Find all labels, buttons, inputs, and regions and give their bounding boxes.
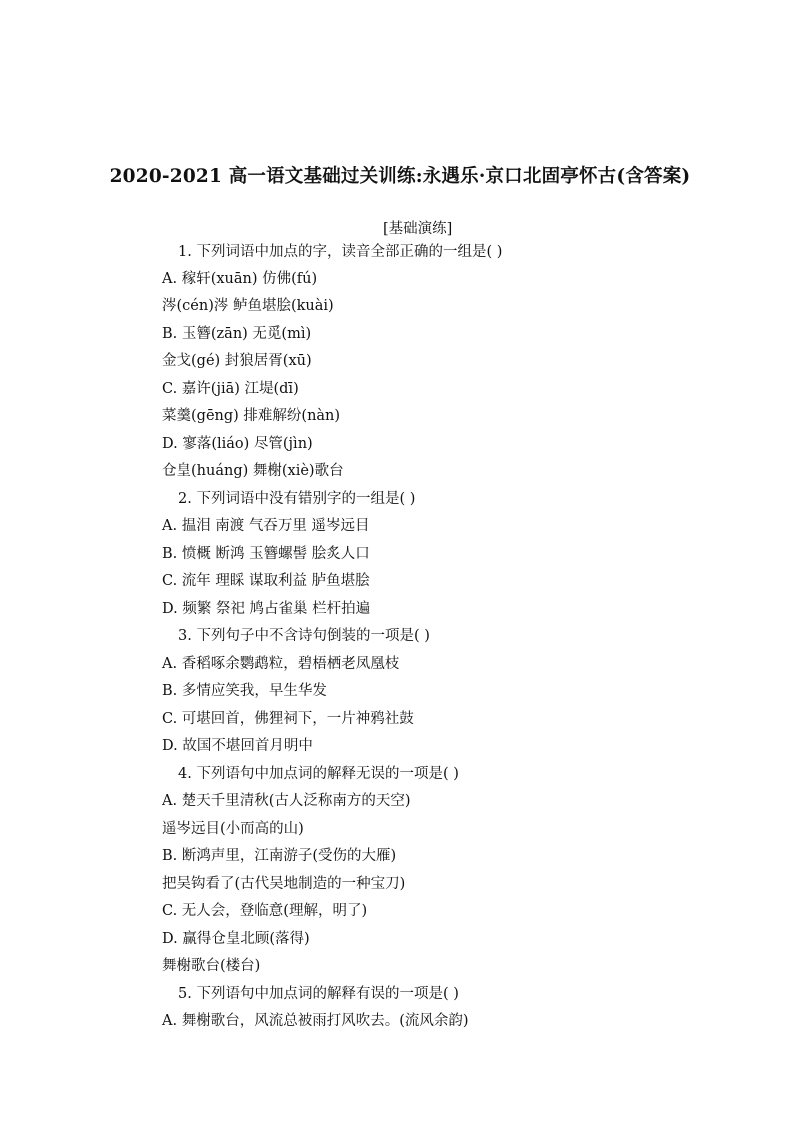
option-a: A. 舞榭歌台，风流总被雨打风吹去。(流风余韵) (162, 1013, 469, 1029)
option-d: D. 频繁 祭祀 鸠占雀巢 栏杆拍遍 (162, 601, 371, 617)
question-2-stem: 2. 下列词语中没有错别字的一组是( ) (178, 491, 416, 507)
question-1-stem: 1. 下列词语中加点的字，读音全部正确的一组是( ) (178, 244, 503, 260)
option-b: B. 玉簪(zān) 无觅(mì) (162, 326, 312, 342)
option-d: D. 寥落(liáo) 尽管(jìn) (162, 436, 313, 452)
option-c: C. 嘉许(jiā) 江堤(dī) (162, 381, 299, 397)
option-line: 仓皇(huáng) 舞榭(xiè)歌台 (162, 463, 344, 479)
question-5-stem: 5. 下列语句中加点词的解释有误的一项是( ) (178, 986, 459, 1002)
option-line: 金戈(gé) 封狼居胥(xū) (162, 353, 312, 369)
document-title: 2020-2021 高一语文基础过关训练:永遇乐·京口北固亭怀古(含答案) (109, 166, 691, 187)
option-a: A. 揾泪 南渡 气吞万里 遥岑远目 (162, 518, 370, 534)
option-line: 舞榭歌台(楼台) (162, 958, 261, 974)
option-line: 菜羹(gēng) 排难解纷(nàn) (162, 408, 341, 424)
option-line: 把吴钩看了(古代吴地制造的一种宝刀) (162, 876, 406, 892)
question-3-stem: 3. 下列句子中不含诗句倒装的一项是( ) (178, 628, 430, 644)
option-a: A. 香稻啄余鹦鹉粒，碧梧栖老凤凰枝 (162, 656, 400, 672)
option-c: C. 流年 理睬 谋取利益 胪鱼堪脍 (162, 573, 370, 589)
option-c: C. 无人会，登临意(理解，明了) (162, 903, 368, 919)
option-line: 遥岑远目(小而高的山) (162, 821, 304, 837)
question-4-stem: 4. 下列语句中加点词的解释无误的一项是( ) (178, 766, 459, 782)
option-d: D. 故国不堪回首月明中 (162, 738, 313, 754)
option-line: 涔(cén)涔 鲈鱼堪脍(kuài) (162, 298, 334, 314)
option-a: A. 稼轩(xuān) 仿佛(fú) (162, 271, 318, 287)
option-a: A. 楚天千里清秋(古人泛称南方的天空) (162, 793, 411, 809)
option-b: B. 愤概 断鸿 玉簪螺髻 脍炙人口 (162, 546, 370, 562)
section-heading: [基础演练] (383, 221, 453, 237)
option-b: B. 断鸿声里，江南游子(受伤的大雁) (162, 848, 397, 864)
option-c: C. 可堪回首，佛狸祠下，一片神鸦社鼓 (162, 711, 414, 727)
option-d: D. 赢得仓皇北顾(落得) (162, 931, 310, 947)
option-b: B. 多情应笑我，早生华发 (162, 683, 327, 699)
